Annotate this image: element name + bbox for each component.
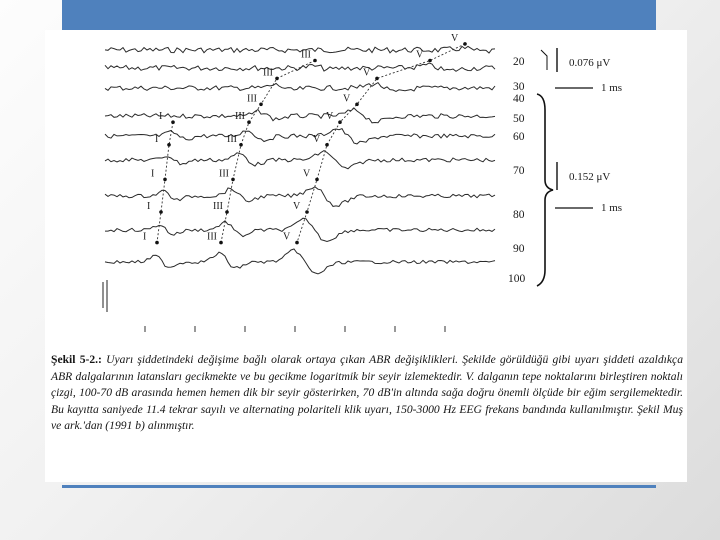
peak-label: III [247, 93, 257, 105]
peak-label: V [451, 32, 459, 44]
level-label-90: 90 [513, 243, 525, 255]
peak-label: V [293, 201, 301, 212]
waveform-trace [105, 46, 495, 53]
peak-label: V [416, 49, 424, 61]
peak-label: V [326, 111, 334, 123]
amplitude-label-1: 0.076 μV [569, 57, 611, 69]
peak-dot [355, 103, 359, 107]
level-label-50: 50 [513, 113, 525, 125]
brace-main [537, 94, 553, 286]
amplitude-label-2: 0.152 μV [569, 171, 611, 183]
peak-dot [155, 241, 159, 245]
peak-label: III [301, 49, 311, 61]
peak-dot [231, 178, 235, 182]
peak-dot [219, 241, 223, 245]
peak-label: III [207, 231, 217, 243]
peak-label: III [227, 133, 237, 145]
peak-label: I [143, 231, 147, 243]
waveform-trace [105, 151, 495, 169]
time-label-2: 1 ms [601, 202, 623, 214]
peak-dot [159, 210, 163, 214]
peak-dot [325, 143, 329, 147]
bottom-accent-rule [62, 485, 656, 488]
caption-text: Uyarı şiddetindeki değişime bağlı olarak ortaya çıkan ABR değişiklikleri. Şekilde görüldüğü gibi uyarı şiddeti azaldıkça ABR dalgalarının latansları gecikmekte ve bu gecikme logaritmik bir seyir izlemektedir. V. dalganın tepe noktalarını birleştiren noktalı çizgi, 100-70 dB arasında hemen hemen dik bir seyir gösterirken, 70 dB'in altında sağa doğru önemli ölçüde bir eğim sergilemektedir. Bu kayıtta saniyede 11.4 tekrar sayılı ve alternating polariteli klik uyarı, 150-3000 Hz EEG frekans bandında kullanılmıştır. Şekil Muş ve ark.'dan (1991 b) alınmıştır. [51, 353, 683, 433]
peak-dot [163, 178, 167, 182]
level-label-20: 20 [513, 56, 525, 68]
level-label-40: 40 [513, 93, 525, 105]
time-label-1: 1 ms [601, 82, 623, 94]
waveform-trace [105, 218, 495, 241]
waveform-trace [105, 83, 495, 92]
brace-top [541, 50, 547, 70]
peak-dot [375, 77, 379, 81]
peak-label: III [235, 111, 245, 123]
peak-label: V [343, 93, 351, 105]
time-ticks [145, 326, 445, 332]
peak-label: V [363, 67, 371, 79]
latency-line [297, 44, 465, 243]
waveform-trace [105, 129, 495, 144]
peak-label: V [313, 133, 321, 145]
peak-dot [225, 210, 229, 214]
caption-label: Şekil 5-2.: [51, 353, 102, 366]
waveform-traces [105, 46, 495, 274]
peak-label: I [155, 133, 159, 145]
waveform-trace [105, 249, 495, 274]
stimulus-artifact [103, 280, 107, 312]
abr-waveform-figure [45, 30, 687, 352]
peak-dot [463, 42, 467, 46]
level-label-80: 80 [513, 209, 525, 221]
peak-dot [167, 143, 171, 147]
slide-card [45, 30, 687, 482]
peak-label: III [219, 168, 229, 180]
peak-label: III [263, 67, 273, 79]
peak-dot [275, 77, 279, 81]
peak-dot [305, 210, 309, 214]
peak-label: I [159, 111, 163, 123]
waveform-trace [105, 108, 495, 123]
level-label-60: 60 [513, 131, 525, 143]
peak-label: III [213, 201, 223, 212]
peak-dot [338, 120, 342, 124]
peak-dot [259, 103, 263, 107]
figure-caption [51, 352, 683, 435]
peak-dot [295, 241, 299, 245]
peak-label: I [147, 201, 151, 212]
peak-label: V [303, 168, 311, 180]
peak-dot [239, 143, 243, 147]
top-accent-bar [62, 0, 656, 30]
latency-line [157, 122, 173, 242]
peak-dot [315, 178, 319, 182]
peak-dot [313, 59, 317, 63]
peak-label: I [151, 168, 155, 180]
level-label-70: 70 [513, 165, 525, 177]
peak-dot [247, 120, 251, 124]
level-label-30: 30 [513, 81, 525, 93]
peak-dot [428, 59, 432, 63]
latency-lines [157, 44, 465, 243]
peak-dot [171, 120, 175, 124]
level-label-100: 100 [508, 273, 526, 285]
peak-label: V [283, 231, 291, 243]
